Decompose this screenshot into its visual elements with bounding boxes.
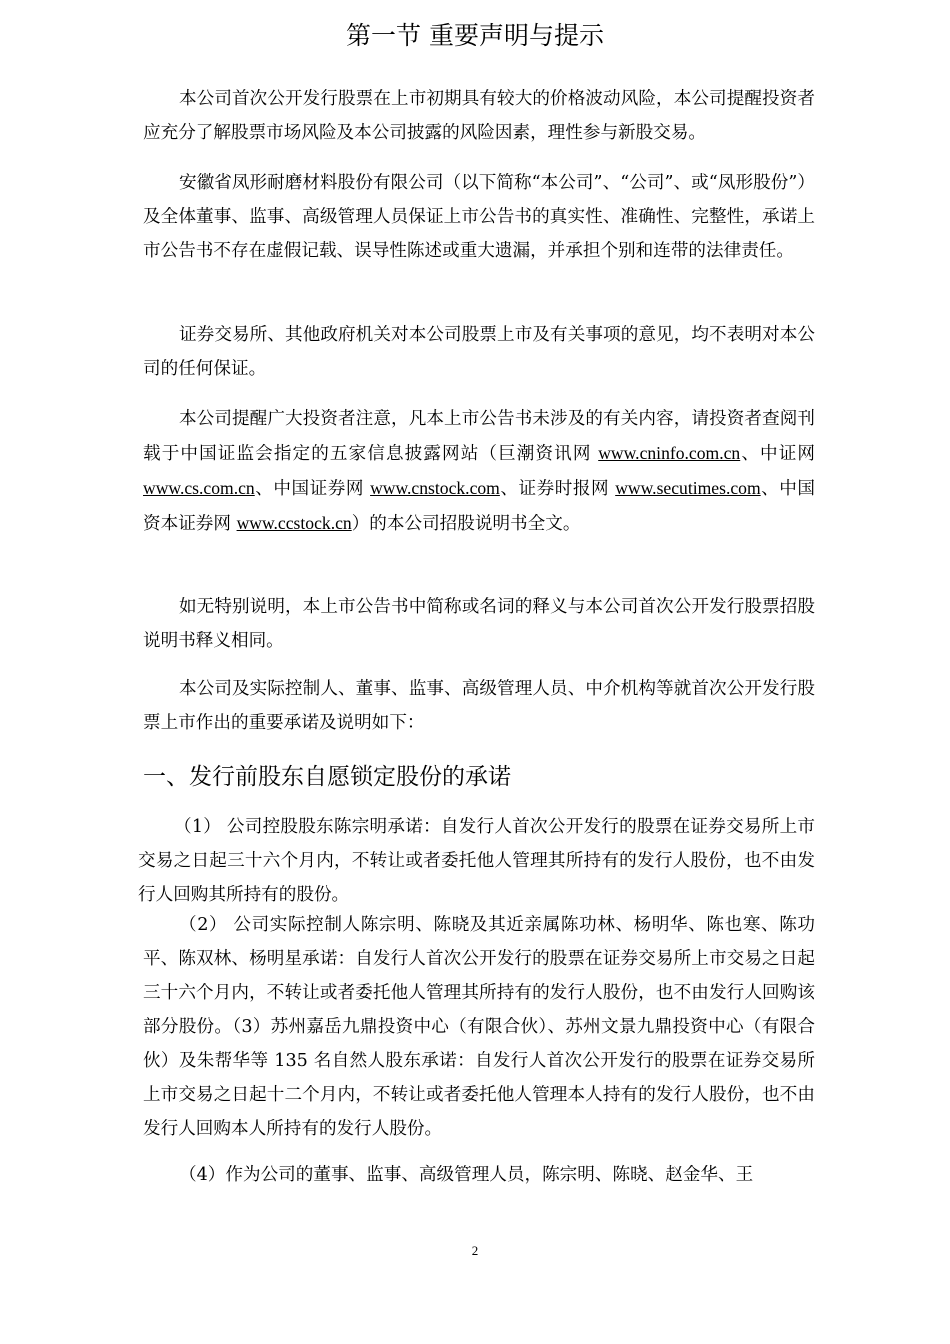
link-secutimes[interactable]: www.secutimes.com bbox=[615, 478, 761, 498]
paragraph-risk-warning: 本公司首次公开发行股票在上市初期具有较大的价格波动风险，本公司提醒投资者应充分了解股票市场风险及本公司披露的风险因素，理性参与新股交易。 bbox=[143, 89, 815, 143]
link-cs[interactable]: www.cs.com.cn bbox=[143, 478, 255, 498]
text-segment: 、中国证券网 bbox=[254, 479, 371, 499]
link-ccstock[interactable]: www.ccstock.cn bbox=[236, 513, 352, 533]
text-segment: 本公司提醒广大投资者注意，凡本上市公告书未涉及的有关内容，请投资者查阅刊载于中国证监会指定的五家信息披露网站（巨潮资讯网 bbox=[143, 409, 815, 464]
paragraph-no-guarantee: 证券交易所、其他政府机关对本公司股票上市及有关事项的意见，均不表明对本公司的任何保证。 bbox=[143, 325, 815, 379]
commitment-item-2-3: （2） 公司实际控制人陈宗明、陈晓及其近亲属陈功林、杨明华、陈也寒、陈功平、陈双林、杨明星承诺：自发行人首次公开发行的股票在证券交易所上市交易之日起三十六个月内，不转让或者委托他人管理其所持有的发行人股份，也不由发行人回购该部分股份。（3）苏州嘉岳九鼎投资中心（有限合伙）、苏州文景九鼎投资中心（有限合伙）及朱帮华等 135 名自然人股东承诺：自发行人首次公开发行的股票在证券交易所上市交易之日起十二个月内，不转让或者委托他人管理本人持有的发行人股份，也不由发行人回购本人所持有的发行人股份。 bbox=[143, 915, 815, 1139]
paragraph-definitions: 如无特别说明，本上市公告书中简称或名词的释义与本公司首次公开发行股票招股说明书释义相同。 bbox=[143, 597, 815, 651]
commitment-item-4: （4）作为公司的董事、监事、高级管理人员，陈宗明、陈晓、赵金华、王 bbox=[179, 1165, 754, 1185]
link-cnstock[interactable]: www.cnstock.com bbox=[370, 478, 500, 498]
paragraph-responsibility-statement: 安徽省凤形耐磨材料股份有限公司（以下简称“本公司”、“公司”、或“凤形股份”）及全体董事、监事、高级管理人员保证上市公告书的真实性、准确性、完整性，承诺上市公告书不存在虚假记载、误导性陈述或重大遗漏，并承担个别和连带的法律责任。 bbox=[143, 173, 815, 261]
paragraph-disclosure-websites bbox=[143, 402, 815, 541]
section-heading-lockup: 一、发行前股东自愿锁定股份的承诺 bbox=[143, 764, 511, 790]
text-segment: ）的本公司招股说明书全文。 bbox=[351, 514, 581, 534]
text-segment: 、中国资本证券网 bbox=[143, 479, 815, 534]
commitment-item-1: （1） 公司控股股东陈宗明承诺：自发行人首次公开发行的股票在证券交易所上市交易之日起三十六个月内，不转让或者委托他人管理其所持有的发行人股份，也不由发行人回购其所持有的股份。 bbox=[138, 817, 815, 905]
page-number: 2 bbox=[471, 1243, 479, 1258]
text-segment: 、中证网 bbox=[740, 444, 815, 464]
text-segment: 、证券时报网 bbox=[499, 479, 616, 499]
paragraph-commitments-intro: 本公司及实际控制人、董事、监事、高级管理人员、中介机构等就首次公开发行股票上市作出的重要承诺及说明如下： bbox=[143, 679, 815, 733]
section-title: 第一节 重要声明与提示 bbox=[346, 21, 604, 50]
link-cninfo[interactable]: www.cninfo.com.cn bbox=[598, 443, 741, 463]
